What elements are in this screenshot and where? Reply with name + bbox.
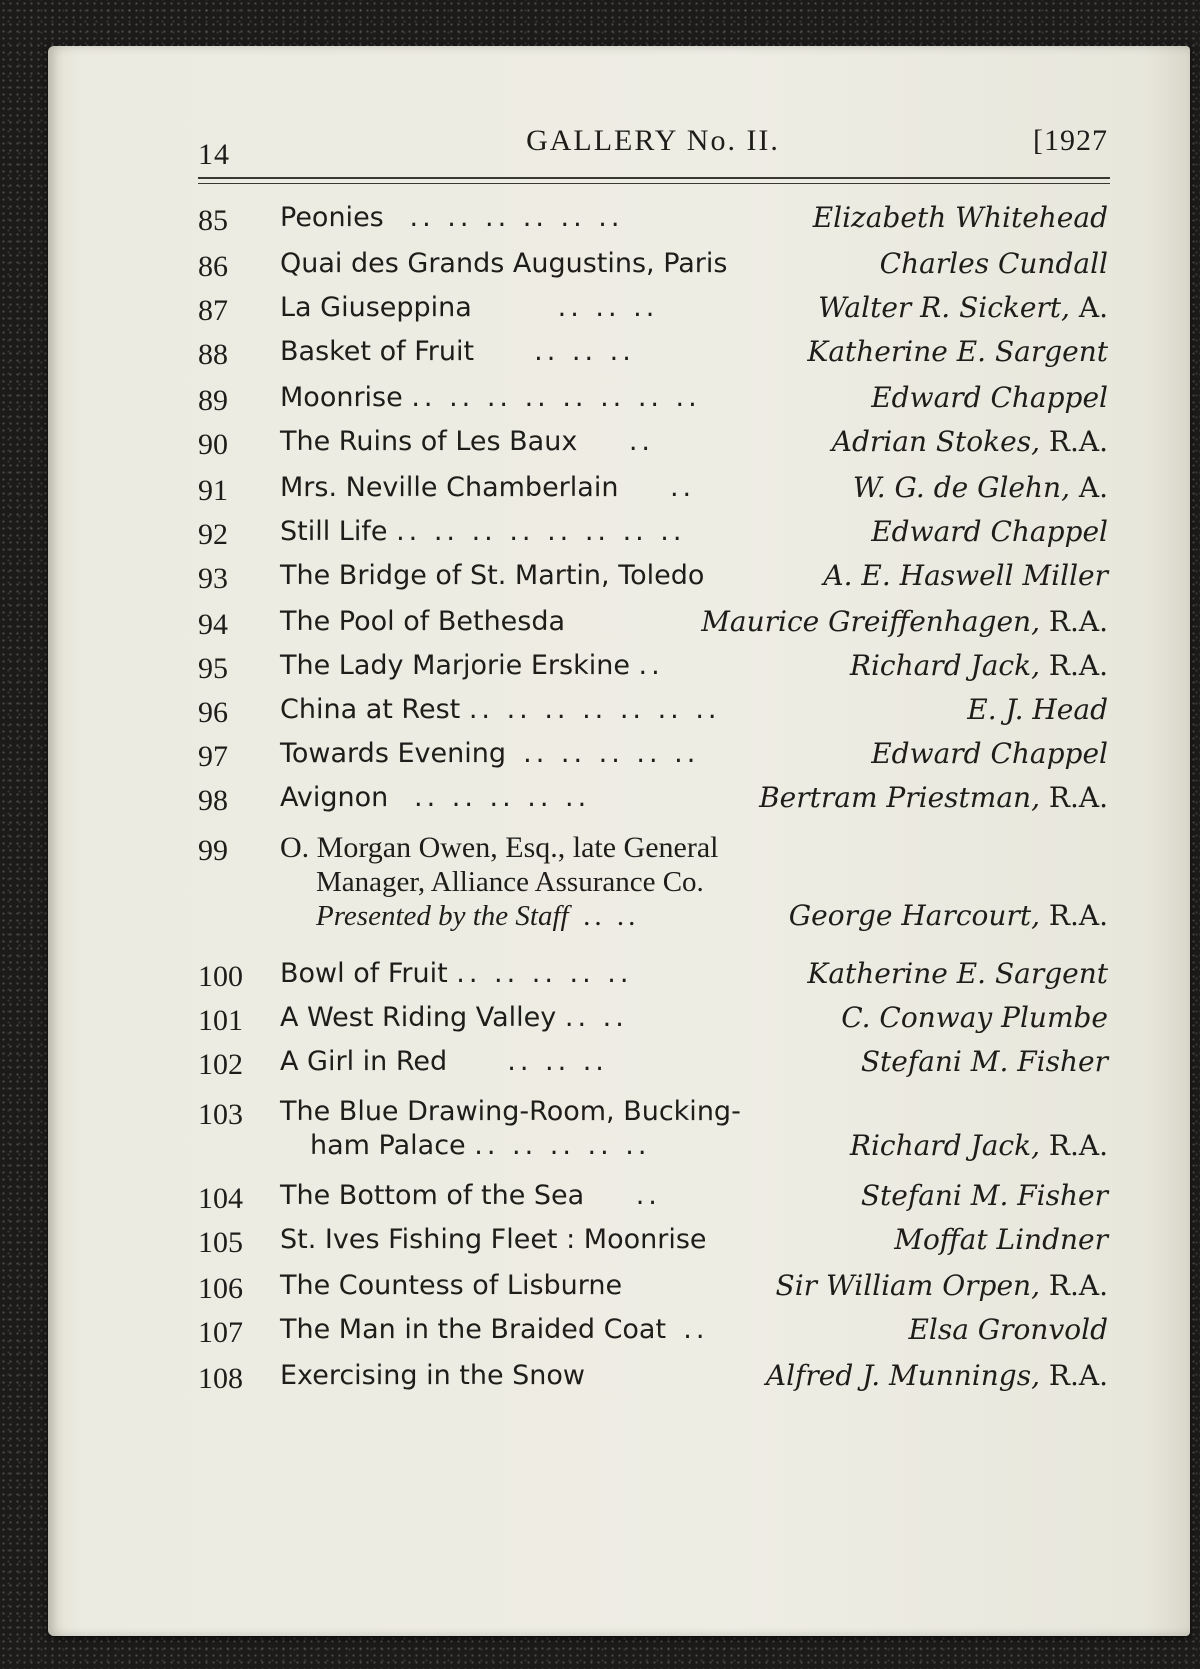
artist-name: Charles Cundall — [879, 247, 1108, 280]
header-rule — [198, 177, 1110, 179]
artwork-title-continued: Manager, Alliance Assurance Co. — [316, 866, 704, 898]
artist-name: Edward Chappel — [871, 515, 1108, 548]
artwork-title: Towards Evening .. .. .. .. .. — [280, 738, 700, 769]
artwork-title: Basket of Fruit .. .. .. — [280, 336, 635, 367]
catalogue-entry-multiline — [198, 1090, 1108, 1174]
entry-number: 102 — [198, 1048, 243, 1081]
artist-name: W. G. de Glehn, A. — [852, 471, 1108, 504]
artist-name: George Harcourt, R.A. — [788, 899, 1108, 932]
artwork-title: China at Rest .. .. .. .. .. .. .. — [280, 694, 721, 725]
artwork-title: Avignon .. .. .. .. .. — [280, 782, 591, 813]
entry-number: 90 — [198, 428, 228, 461]
header-rule-thin — [198, 183, 1110, 184]
artist-name: C. Conway Plumbe — [841, 1001, 1108, 1034]
entry-number: 85 — [198, 204, 228, 237]
entry-number: 98 — [198, 784, 228, 817]
artwork-title: The Blue Drawing-Room, Bucking- — [280, 1096, 741, 1127]
artwork-title: A West Riding Valley .. .. — [280, 1002, 628, 1033]
year-label: [1927 — [1033, 124, 1108, 157]
artwork-title-continued: ham Palace .. .. .. .. .. — [310, 1130, 651, 1161]
page-header — [198, 124, 1108, 174]
entry-number: 88 — [198, 338, 228, 371]
entry-number: 91 — [198, 474, 228, 507]
artwork-title: St. Ives Fishing Fleet : Moonrise — [280, 1224, 707, 1255]
gallery-title: GALLERY No. II. — [526, 124, 780, 157]
artist-name: Katherine E. Sargent — [807, 335, 1108, 368]
artwork-title: The Lady Marjorie Erskine .. — [280, 650, 664, 681]
entry-number: 101 — [198, 1004, 243, 1037]
entry-number: 92 — [198, 518, 228, 551]
artwork-title: O. Morgan Owen, Esq., late General — [280, 831, 719, 864]
artwork-title: Exercising in the Snow — [280, 1360, 586, 1391]
entry-number: 105 — [198, 1226, 243, 1259]
entry-number: 96 — [198, 696, 228, 729]
entry-number: 86 — [198, 250, 228, 283]
entry-number: 104 — [198, 1182, 243, 1215]
entry-number: 93 — [198, 562, 228, 595]
artist-name: Elizabeth Whitehead — [812, 201, 1108, 234]
artwork-title: Bowl of Fruit .. .. .. .. .. — [280, 958, 633, 989]
artwork-title: The Man in the Braided Coat .. — [280, 1314, 709, 1345]
catalogue-page — [48, 46, 1190, 1636]
entry-number: 108 — [198, 1362, 243, 1395]
artwork-title: Quai des Grands Augustins, Paris — [280, 248, 728, 279]
artist-name: Walter R. Sickert, A. — [818, 291, 1108, 324]
entry-number: 107 — [198, 1316, 243, 1349]
artwork-title: The Pool of Bethesda — [280, 606, 566, 637]
entry-number: 95 — [198, 652, 228, 685]
artist-name: Edward Chappel — [871, 381, 1108, 414]
artist-name: Edward Chappel — [871, 737, 1108, 770]
artwork-title: The Ruins of Les Baux .. — [280, 426, 654, 457]
entry-number: 100 — [198, 960, 243, 993]
entry-number: 103 — [198, 1098, 243, 1131]
catalogue-entry-multiline — [198, 826, 1108, 946]
artist-name: Richard Jack, R.A. — [849, 1129, 1108, 1162]
artist-name: Stefani M. Fisher — [860, 1179, 1108, 1212]
artist-name: Bertram Priestman, R.A. — [759, 781, 1108, 814]
entry-number: 106 — [198, 1272, 243, 1305]
entry-number: 94 — [198, 608, 228, 641]
artwork-title: The Bridge of St. Martin, Toledo — [280, 560, 705, 591]
entry-number: 87 — [198, 294, 228, 327]
entry-number: 97 — [198, 740, 228, 773]
artist-name: Katherine E. Sargent — [807, 957, 1108, 990]
entry-number: 99 — [198, 834, 228, 867]
artist-name: Richard Jack, R.A. — [849, 649, 1108, 682]
artwork-title: Mrs. Neville Chamberlain .. — [280, 472, 696, 503]
presentation-note: Presented by the Staff .. .. — [316, 900, 640, 932]
artwork-title: A Girl in Red .. .. .. — [280, 1046, 608, 1077]
artwork-title: The Countess of Lisburne — [280, 1270, 623, 1301]
artwork-title: The Bottom of the Sea .. — [280, 1180, 661, 1211]
artist-name: Stefani M. Fisher — [860, 1045, 1108, 1078]
artist-name: A. E. Haswell Miller — [823, 559, 1108, 592]
artwork-title: La Giuseppina .. .. .. — [280, 292, 659, 323]
artwork-title: Still Life .. .. .. .. .. .. .. .. — [280, 516, 686, 547]
artist-name: Alfred J. Munnings, R.A. — [765, 1359, 1108, 1392]
artist-name: Sir William Orpen, R.A. — [775, 1269, 1108, 1302]
artist-name: Maurice Greiffenhagen, R.A. — [701, 605, 1108, 638]
artist-name: E. J. Head — [967, 693, 1108, 726]
entry-number: 89 — [198, 384, 228, 417]
artwork-title: Moonrise .. .. .. .. .. .. .. .. — [280, 382, 701, 413]
page-number: 14 — [198, 138, 230, 171]
artist-name: Adrian Stokes, R.A. — [831, 425, 1108, 458]
artwork-title: Peonies .. .. .. .. .. .. — [280, 202, 624, 233]
artist-name: Moffat Lindner — [894, 1223, 1108, 1256]
artist-name: Elsa Gronvold — [908, 1313, 1108, 1346]
